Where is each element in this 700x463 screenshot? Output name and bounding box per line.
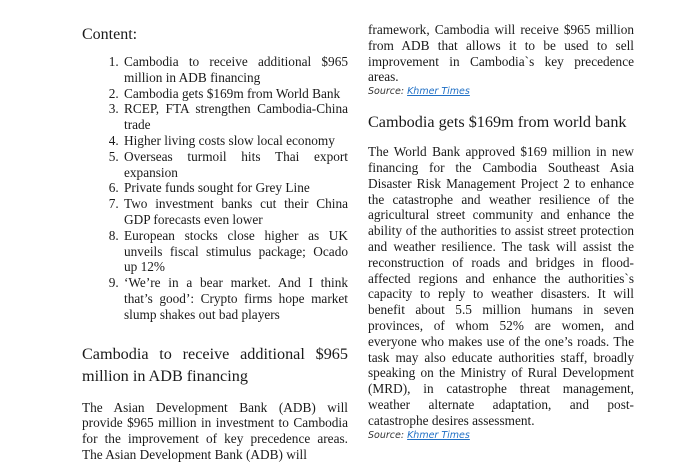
content-heading: Content: xyxy=(82,26,138,43)
source-label: Source: xyxy=(368,86,405,98)
toc-item: 6. Private funds sought for Grey Line xyxy=(122,180,348,196)
toc-item: 7. Two investment banks cut their China GDP forecasts even lower xyxy=(122,196,348,228)
article-title: Cambodia to receive additional $965 million in ADB financing xyxy=(82,344,348,385)
toc-item: 4. Higher living costs slow local economy xyxy=(122,133,348,149)
source-link[interactable]: Khmer Times xyxy=(407,429,470,441)
source-label: Source: xyxy=(368,429,405,441)
article-body-continued: framework, Cambodia will receive $965 million from ADB that allows it to be used to sell improvement in Cambodia`s key precedence areas. xyxy=(368,22,634,85)
left-column xyxy=(82,25,348,463)
toc-item: 8. European stocks close higher as UK unveils fiscal stimulus package; Ocado up 12% xyxy=(122,228,348,275)
source-line xyxy=(368,429,634,442)
toc-item: 3. RCEP, FTA strengthen Cambodia-China trade xyxy=(122,101,348,133)
toc-item: 2. Cambodia gets $169m from World Bank xyxy=(122,86,348,102)
source-line xyxy=(368,85,634,98)
article-body: The World Bank approved $169 million in new financing for the Cambodia Southeast Asia Disaster Risk Management Project 2 to enhance the catastrophe and weather resilience of the agricultural street community and enhance the ability of the authorities to assist street protection and weather resilience. The task will assist the reconstruction of roads and bridges in flood-affected regions and enhance the authorities`s capacity to reply to weather disasters. It will benefit about 5.5 million humans in seven provinces, of whom 52% are women, and everyone who makes use of the one’s roads. The task may also educate authorities staff, broadly speaking on the Ministry of Rural Development (MRD), in catastrophe threat management, weather alternate adaptation, and post-catastrophe desires assessment. xyxy=(368,144,634,428)
right-column xyxy=(368,0,634,442)
article-title: Cambodia gets $169m from world bank xyxy=(368,113,627,132)
toc-item: 5. Overseas turmoil hits Thai export expansion xyxy=(122,149,348,181)
source-link[interactable]: Khmer Times xyxy=(407,86,470,98)
table-of-contents xyxy=(82,54,348,323)
toc-item: 1. Cambodia to receive additional $965 million in ADB financing xyxy=(122,54,348,86)
toc-item: 9. ‘We’re in a bear market. And I think that’s good’: Crypto firms hope market slump shakes out bad players xyxy=(122,275,348,322)
article-body: The Asian Development Bank (ADB) will provide $965 million in investment to Cambodia for the improvement of key precedence areas. The Asian Development Bank (ADB) will xyxy=(82,399,348,462)
